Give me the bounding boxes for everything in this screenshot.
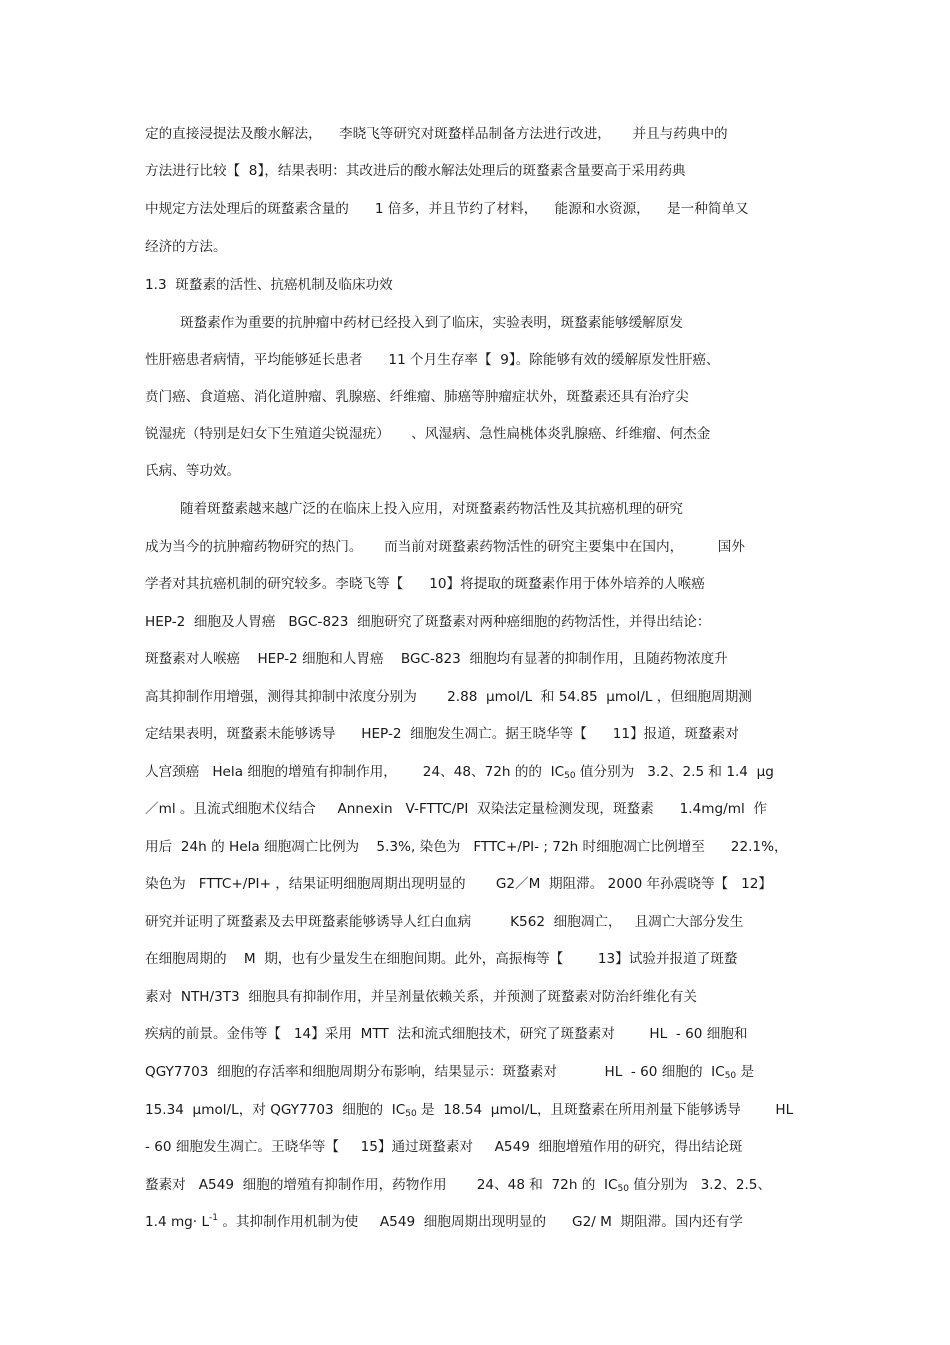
text-line: 定的直接浸提法及酸水解法， 李晓飞等研究对斑蝥样品制备方法进行改进， 并且与药典中的 xyxy=(145,126,728,142)
subscript: 50 xyxy=(724,1071,737,1081)
text-line: 学者对其抗癌机制的研究较多。李晓飞等【 10】将提取的斑蝥素作用于体外培养的人喉癌 xyxy=(145,576,705,592)
subscript: 50 xyxy=(617,1184,629,1194)
text-line: 用后 24h 的 Hela 细胞凋亡比例为 5.3%, 染色为 FTTC+/PI- ; 72h 时细胞凋亡比例增至 22.1%， xyxy=(145,839,788,855)
text-line: 锐湿疣（特别是妇女下生殖道尖锐湿疣） 、风湿病、急性扁桃体炎乳腺癌、纤维瘤、何杰金 xyxy=(145,426,711,442)
text-line xyxy=(145,1213,743,1231)
text-line: 在细胞周期的 M 期，也有少量发生在细胞间期。此外，高振梅等【 13】试验并报道了斑蝥 xyxy=(145,951,738,967)
line-part: 是 xyxy=(736,1064,755,1080)
line-part: 值分别为 3.2、2.5、 xyxy=(628,1177,772,1193)
text-line: 经济的方法。 xyxy=(145,239,227,255)
text-line: 氏病、等功效。 xyxy=(145,463,241,479)
text-line: 研究并证明了斑蝥素及去甲斑蝥素能够诱导人红白血病 K562 细胞凋亡， 且凋亡大部分发生 xyxy=(145,914,744,930)
text-line: 中规定方法处理后的斑蝥素含量的 1 倍多，并且节约了材料， 能源和水资源， 是一种简单又 xyxy=(145,201,749,217)
superscript: -1 xyxy=(209,1213,219,1223)
text-line: 素对 NTH/3T3 细胞具有抑制作用，并呈剂量依赖关系，并预测了斑蝥素对防治纤维化有关 xyxy=(145,989,697,1005)
line-part: QGY7703 细胞的存活率和细胞周期分布影响，结果显示：斑蝥素对 HL - 60 细胞的 IC xyxy=(145,1064,725,1080)
text-line: 染色为 FTTC+/PI+ ，结果证明细胞周期出现明显的 G2／M 期阻滞。 2000 年孙震晓等【 12】 xyxy=(145,876,773,892)
text-line: 成为当今的抗肿瘤药物研究的热门。 而当前对斑蝥素药物活性的研究主要集中在国内， 国外 xyxy=(145,539,745,555)
text-line: 贲门癌、食道癌、消化道肿瘤、乳腺癌、纤维瘤、肺癌等肿瘤症状外，斑蝥素还具有治疗尖 xyxy=(145,389,689,405)
line-part: 是 18.54 μmol/L，且斑蝥素在所用剂量下能够诱导 HL xyxy=(416,1102,794,1118)
text-line: 性肝癌患者病情，平均能够延长患者 11 个月生存率【 9】。除能够有效的缓解原发性肝癌、 xyxy=(145,352,720,368)
text-line: - 60 细胞发生凋亡。王晓华等【 15】通过斑蝥素对 A549 细胞增殖作用的研究，得出结论斑 xyxy=(145,1139,743,1155)
text-line: 方法进行比较【 8】，结果表明：其改进后的酸水解法处理后的斑蝥素含量要高于采用药典 xyxy=(145,163,686,179)
line-part: 值分别为 3.2、2.5 和 1.4 μg xyxy=(575,764,774,780)
text-line: 斑蝥素作为重要的抗肿瘤中药材已经投入到了临床，实验表明，斑蝥素能够缓解原发 xyxy=(180,315,683,331)
subscript: 50 xyxy=(405,1109,417,1119)
text-line: 斑蝥素对人喉癌 HEP-2 细胞和人胃癌 BGC-823 细胞均有显著的抑制作用，且随药物浓度升 xyxy=(145,651,728,667)
text-line: 随着斑蝥素越来越广泛的在临床上投入应用，对斑蝥素药物活性及其抗癌机理的研究 xyxy=(180,501,683,517)
text-line xyxy=(145,1176,771,1194)
text-line: 定结果表明，斑蝥素未能够诱导 HEP-2 细胞发生凋亡。据王晓华等【 11】报道，斑蝥素对 xyxy=(145,726,739,742)
line-part: 蝥素对 A549 细胞的增殖有抑制作用，药物作用 24、48 和 72h 的 IC xyxy=(145,1177,618,1193)
line-part: 1.4 mg· L xyxy=(145,1214,210,1230)
text-line: ／ml 。且流式细胞术仪结合 Annexin V-FTTC/PI 双染法定量检测发现，斑蝥素 1.4mg/ml 作 xyxy=(145,801,767,817)
line-part: 15.34 μmol/L，对 QGY7703 细胞的 IC xyxy=(145,1102,406,1118)
line-part: 。其抑制作用机制为使 A549 细胞周期出现明显的 G2/ M 期阻滞。国内还有学 xyxy=(218,1214,743,1230)
text-line: 疾病的前景。金伟等【 14】采用 MTT 法和流式细胞技术，研究了斑蝥素对 HL - 60 细胞和 xyxy=(145,1026,748,1042)
text-line: 高其抑制作用增强，测得其抑制中浓度分别为 2.88 μmol/L 和 54.85 μmol/L ，但细胞周期测 xyxy=(145,689,752,705)
line-part: 人宫颈癌 Hela 细胞的增殖有抑制作用， 24、48、72h 的的 IC xyxy=(145,764,565,780)
text-line xyxy=(145,1101,793,1119)
subscript: 50 xyxy=(564,771,576,781)
text-line xyxy=(145,1063,754,1081)
section-heading: 1.3 斑蝥素的活性、抗癌机制及临床功效 xyxy=(145,277,393,293)
text-line xyxy=(145,763,774,781)
text-line: HEP-2 细胞及人胃癌 BGC-823 细胞研究了斑蝥素对两种癌细胞的药物活性，并得出结论： xyxy=(145,614,711,630)
